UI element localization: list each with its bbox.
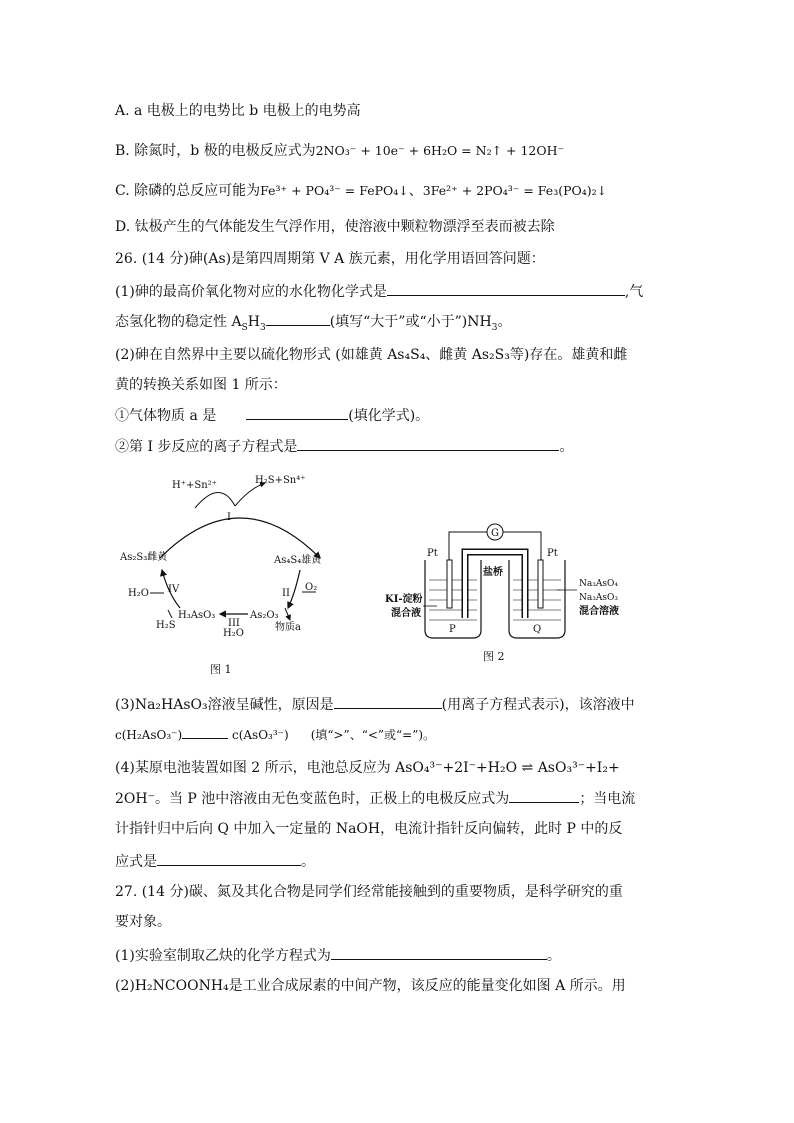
fig1-h2o-left: H₂O [128,588,149,599]
q26-part2-line2: 黄的转换关系如图 1 所示： [115,377,287,393]
option-b-text: B. 除氮时，b 极的电极反应式为 [115,143,316,159]
fig2-caption: 图 2 [483,650,505,663]
fig1-step-1: I [227,512,231,523]
q26-part3-tail: (用离子方程式表示)，该溶液中 [441,697,635,713]
q26-part1-line1 [115,281,643,302]
fig2-left-label-2: 混合液 [391,608,421,619]
h-symbol: H [247,314,260,330]
option-c [115,181,607,201]
answer-blank-1a[interactable] [387,281,625,296]
fig2-meter: G [491,528,499,539]
answer-blank-4a[interactable] [509,788,579,803]
fig1-h2s: H₂S [156,620,176,631]
figure-2-galvanic-cell [385,520,645,668]
q26-part1b-mid: (填写“大于”或“小于”)NH [329,314,492,330]
answer-blank-2b[interactable] [297,436,559,451]
option-a: A. a 电极上的电势比 b 电极上的电势高 [115,103,361,119]
h2s-arrow [168,610,172,618]
answer-blank-27-1[interactable] [331,945,547,960]
q27-part1-text: (1)实验室制取乙炔的化学方程式为 [115,948,331,964]
q26-part3-c2: c(AsO₃³⁻) [228,728,289,742]
q26-part4-line4 [115,851,315,872]
fig1-step-2: II [282,588,290,599]
q27-part1-end: 。 [546,948,561,964]
q27-part2: (2)H₂NCOONH₄是工业合成尿素的中间产物，该反应的能量变化如图 A 所示。用 [115,978,626,994]
option-c-equation-2: 3Fe²⁺ + 2PO₄³⁻ = Fe₃(PO₄)₂↓ [422,183,608,198]
q26-part2-sub2-text: ②第 I 步反应的离子方程式是 [115,439,298,455]
q27-part1 [115,945,561,966]
q26-part3-fill: (填“>”、“<”或“=”)。 [310,728,436,742]
answer-blank-4b[interactable] [157,851,301,866]
q26-part3-line1 [115,694,635,715]
q26-part1b-text: 态氢化物的稳定性 A [115,314,242,330]
q27-header-2: 要对象。 [115,914,171,930]
fig2-pt-right: Pt [547,548,558,559]
q26-header: 26. (14 分)砷(As)是第四周期第 V A 族元素，用化学用语回答问题： [115,251,545,267]
arrow-product-out [235,483,265,506]
fig2-q: Q [533,624,542,635]
q26-part1-tail: ,气 [624,284,644,300]
fig1-h3aso3: H₃AsO₃ [178,610,216,621]
fig2-right-label-1: Na₃AsO₄ [579,579,618,589]
fig2-pt-left: Pt [427,548,438,559]
fig1-top-left: H⁺+Sn²⁺ [172,480,217,491]
q26-part4-tail: ；当电流 [579,791,636,807]
fig1-h2o-bottom: H₂O [223,628,244,639]
option-b-equation: 2NO₃⁻ + 10e⁻ + 6H₂O = N₂↑ + 12OH⁻ [315,143,565,158]
answer-blank-1b[interactable] [266,311,330,326]
answer-blank-2a[interactable] [246,405,348,420]
q26-part2-sub1-text: ①气体物质 a 是 [115,408,217,424]
fig1-as2o3: As₂O₃ [250,610,279,621]
q26-part4-line1: (4)某原电池装置如图 2 所示，电池总反应为 AsO₄³⁻+2I⁻+H₂O ⇌ AsO₃³⁻+I₂+ [115,760,620,776]
option-d: D. 钛极产生的气体能发生气浮作用，使溶液中颗粒物漂浮至表而被去除 [115,219,555,235]
fig1-top-right: H₂S+Sn⁴⁺ [255,475,306,486]
fig1-right-compound: As₄S₄雄黄 [274,555,322,566]
q26-part2-sub1 [115,405,429,426]
figure-1-cycle-diagram [120,468,360,683]
q26-part4-text: 2OH⁻。当 P 池中溶液由无色变蓝色时，正极上的电极反应式为 [115,791,510,807]
q26-part2-sub2 [115,436,573,457]
fig2-left-label-1: KI-淀粉 [385,594,423,605]
sub-3b: 3 [491,322,498,333]
fig1-step-4: IV [168,584,180,595]
option-b [115,141,564,161]
q26-part2-sub1-end: (填化学式)。 [348,408,430,424]
q26-part1b-end: 。 [497,314,512,330]
q26-part3-text: (3)Na₂HAsO₃溶液呈碱性，原因是 [115,697,334,713]
q26-part4d-text: 应式是 [115,854,157,870]
fig2-salt-bridge: 盐桥 [483,567,503,578]
fig1-o2: O₂ [305,582,318,593]
arrow-reactant-in [195,492,235,508]
salt-bridge [465,552,525,618]
fig1-step-3: III [228,618,240,629]
option-c-text: C. 除磷的总反应可能为 [115,183,261,199]
fig2-right-label-2: Na₃AsO₃ [579,593,618,603]
option-c-equation-1: Fe³⁺ + PO₄³⁻ = FePO₄↓ [260,183,409,198]
q26-part2-line1: (2)砷在自然界中主要以硫化物形式 (如雄黄 As₄S₄、雌黄 As₂S₃等)存在。雄黄和雌 [115,347,628,363]
q26-part4-line2 [115,788,635,809]
fig1-substance-a: 物质a [275,622,301,633]
sub-s: S [241,322,248,333]
q26-part4d-end: 。 [301,854,315,870]
q26-part1-line2 [115,311,511,338]
fig1-caption: 图 1 [210,663,232,676]
fig1-left-compound: As₂S₃雌黄 [120,552,168,563]
answer-blank-3a[interactable] [334,694,442,709]
electrode-left [447,560,452,608]
q26-part2-sub2-end: 。 [559,439,574,455]
q27-header: 27. (14 分)碳、氮及其化合物是同学们经常能接触到的重要物质，是科学研究的重 [115,884,623,900]
q26-part3-c1: c(H₂AsO₃⁻) [115,728,183,742]
sub-3: 3 [259,322,266,333]
q26-part3-line2 [115,724,435,745]
option-c-separator: 、 [408,183,423,199]
electrode-right [538,560,543,608]
fig2-p: P [449,624,456,635]
q26-part1-text: (1)砷的最高价氧化物对应的水化物化学式是 [115,284,387,300]
q26-part4-line3: 计指针归中后向 Q 中加入一定量的 NaOH，电流计指针反向偏转，此时 P 中的反 [115,821,623,837]
fig2-right-label-3: 混合溶液 [579,606,619,617]
arrow-step-1 [160,518,320,558]
arrow-to-substance-a [285,608,290,620]
answer-blank-3b[interactable] [182,724,228,739]
